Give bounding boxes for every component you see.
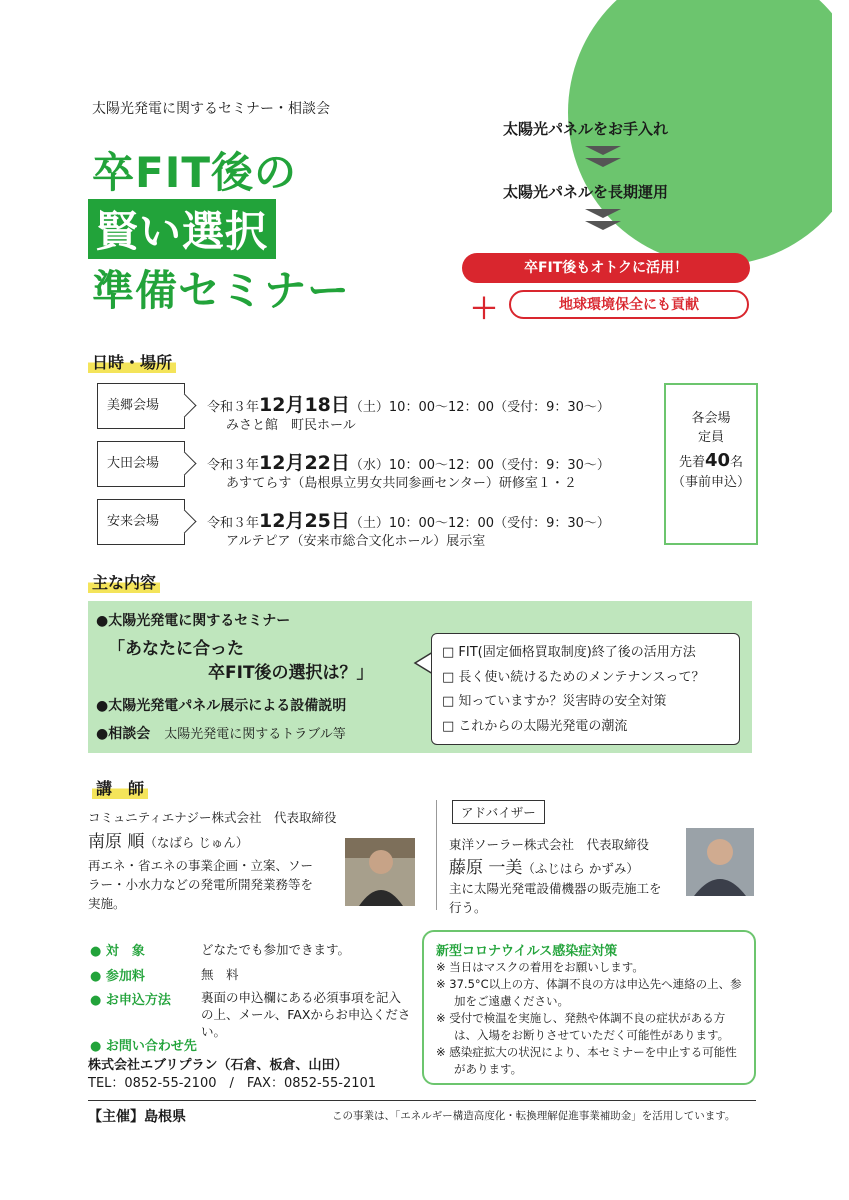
venue-place-yasugi: アルテピア（安来市総合文化ホール）展示室 xyxy=(226,534,486,549)
venue-place-misato: みさと館 町民ホール xyxy=(226,418,356,433)
panel-exhibit-item: ●太陽光発電パネル展示による設備説明 xyxy=(96,698,347,714)
topic-3: □ 知っていますか？災害時の安全対策 xyxy=(442,694,667,709)
contact-company: 株式会社エブリプラン（石倉、板倉、山田） xyxy=(88,1058,348,1073)
target-label: ● 対 象 xyxy=(90,944,145,959)
fee-label: ● 参加料 xyxy=(90,969,145,984)
title-line-2: 賢い選択 xyxy=(88,199,276,259)
venue-label-misato: 美郷会場 xyxy=(97,383,185,429)
divider xyxy=(436,800,437,910)
apply-label: ● お申込方法 xyxy=(90,993,171,1008)
covid-measures-box xyxy=(422,930,756,1085)
topic-4: □ これからの太陽光発電の潮流 xyxy=(442,718,628,734)
flow-step-1: 太陽光パネルをお手入れ xyxy=(503,120,669,138)
venue-date-misato: 令和３年12月18日（土）10：00〜12：00（受付：9：30〜） xyxy=(207,394,610,416)
venue-date-yasugi: 令和３年12月25日（土）10：00〜12：00（受付：9：30〜） xyxy=(207,510,610,532)
covid-title: 新型コロナウイルス感染症対策 xyxy=(436,944,618,959)
advisor-photo xyxy=(686,828,754,896)
contents-heading: 主な内容 xyxy=(88,570,160,593)
lecturer-photo xyxy=(345,838,415,906)
topic-2: □ 長く使い続けるためのメンテナンスって？ xyxy=(442,669,705,685)
advisor-name-block xyxy=(449,853,639,878)
host-label: 【主催】島根県 xyxy=(88,1109,186,1125)
lecturer-heading: 講 師 xyxy=(92,776,148,799)
subsidy-note: この事業は、「エネルギー構造高度化・転換理解促進事業補助金」を活用しています。 xyxy=(332,1110,736,1122)
seminar-item: ●太陽光発電に関するセミナー xyxy=(96,613,291,629)
flow-step-2: 太陽光パネルを長期運用 xyxy=(503,183,669,201)
plus-icon: ＋ xyxy=(470,292,499,325)
benefit-badge-2: 地球環境保全にも貢献 xyxy=(509,290,749,319)
lecturer-reading: （なばら じゅん） xyxy=(144,835,249,850)
advisor-company: 東洋ソーラー株式会社 代表取締役 xyxy=(449,837,650,852)
title-line-3: 準備セミナー xyxy=(92,266,351,315)
seminar-question-2: 卒FIT後の選択は？」 xyxy=(208,663,374,683)
lecturer-name-block xyxy=(88,827,248,852)
fee-value: 無 料 xyxy=(201,967,239,982)
topic-checklist xyxy=(431,633,740,745)
chevron-down-icon xyxy=(585,146,621,167)
topic-1: □ FIT(固定価格買取制度)終了後の活用方法 xyxy=(442,645,696,660)
footer-divider xyxy=(88,1100,756,1101)
covid-item-3: ※ 受付で検温を実施し、発熱や体調不良の症状がある方は、入場をお断りさせていただく可能性があります。 xyxy=(436,1011,730,1042)
contact-label: ● お問い合わせ先 xyxy=(90,1039,197,1054)
advisor-name: 藤原 一美 xyxy=(449,858,523,878)
title-line-1: 卒FIT後の xyxy=(92,148,297,197)
lecturer-company: コミュニティエナジー株式会社 代表取締役 xyxy=(88,810,337,825)
covid-item-1: ※ 当日はマスクの着用をお願いします。 xyxy=(436,960,644,974)
benefit-badge-1: 卒FIT後もオトクに活用！ xyxy=(462,253,750,283)
covid-item-4: ※ 感染症拡大の状況により、本セミナーを中止する可能性があります。 xyxy=(436,1045,737,1076)
lecturer-name: 南原 順 xyxy=(88,832,145,852)
contact-phone: TEL：0852-55-2100 / FAX：0852-55-2101 xyxy=(88,1076,377,1091)
advisor-description: 主に太陽光発電設備機器の販売施工を 行う。 xyxy=(449,881,662,915)
capacity-line-2: 定員 xyxy=(697,429,724,445)
covid-item-2: ※ 37.5°C以上の方、体調不良の方は申込先へ連絡の上、参加をご遠慮ください。 xyxy=(436,977,742,1008)
venue-label-ota: 大田会場 xyxy=(97,441,185,487)
advisor-heading: アドバイザー xyxy=(452,800,545,824)
lecturer-description: 再エネ・省エネの事業企画・立案、ソー ラー・小水力などの発電所開発業務等を 実施。 xyxy=(88,858,314,911)
consultation-item: ●相談会 太陽光発電に関するトラブル等 xyxy=(96,726,346,742)
apply-value: 裏面の申込欄にある必須事項を記入 の上、メール、FAXからお申込くださ い。 xyxy=(201,990,411,1039)
venue-label-yasugi: 安来会場 xyxy=(97,499,185,545)
seminar-question-1: 「あなたに合った xyxy=(108,639,244,659)
target-value: どなたでも参加できます。 xyxy=(201,942,351,957)
advisor-reading: （ふじはら かずみ） xyxy=(522,861,639,876)
capacity-line-1: 各会場 xyxy=(691,411,731,426)
schedule-heading: 日時・場所 xyxy=(88,350,176,373)
venue-date-ota: 令和３年12月22日（水）10：00〜12：00（受付：9：30〜） xyxy=(207,452,610,474)
capacity-number: 先着40名 xyxy=(678,449,744,471)
event-subtitle: 太陽光発電に関するセミナー・相談会 xyxy=(92,101,330,117)
capacity-box xyxy=(664,383,758,545)
venue-place-ota: あすてらす（島根県立男女共同参画センター）研修室１・２ xyxy=(226,476,577,491)
capacity-note: （事前申込） xyxy=(671,474,750,490)
chevron-down-icon xyxy=(585,209,621,230)
